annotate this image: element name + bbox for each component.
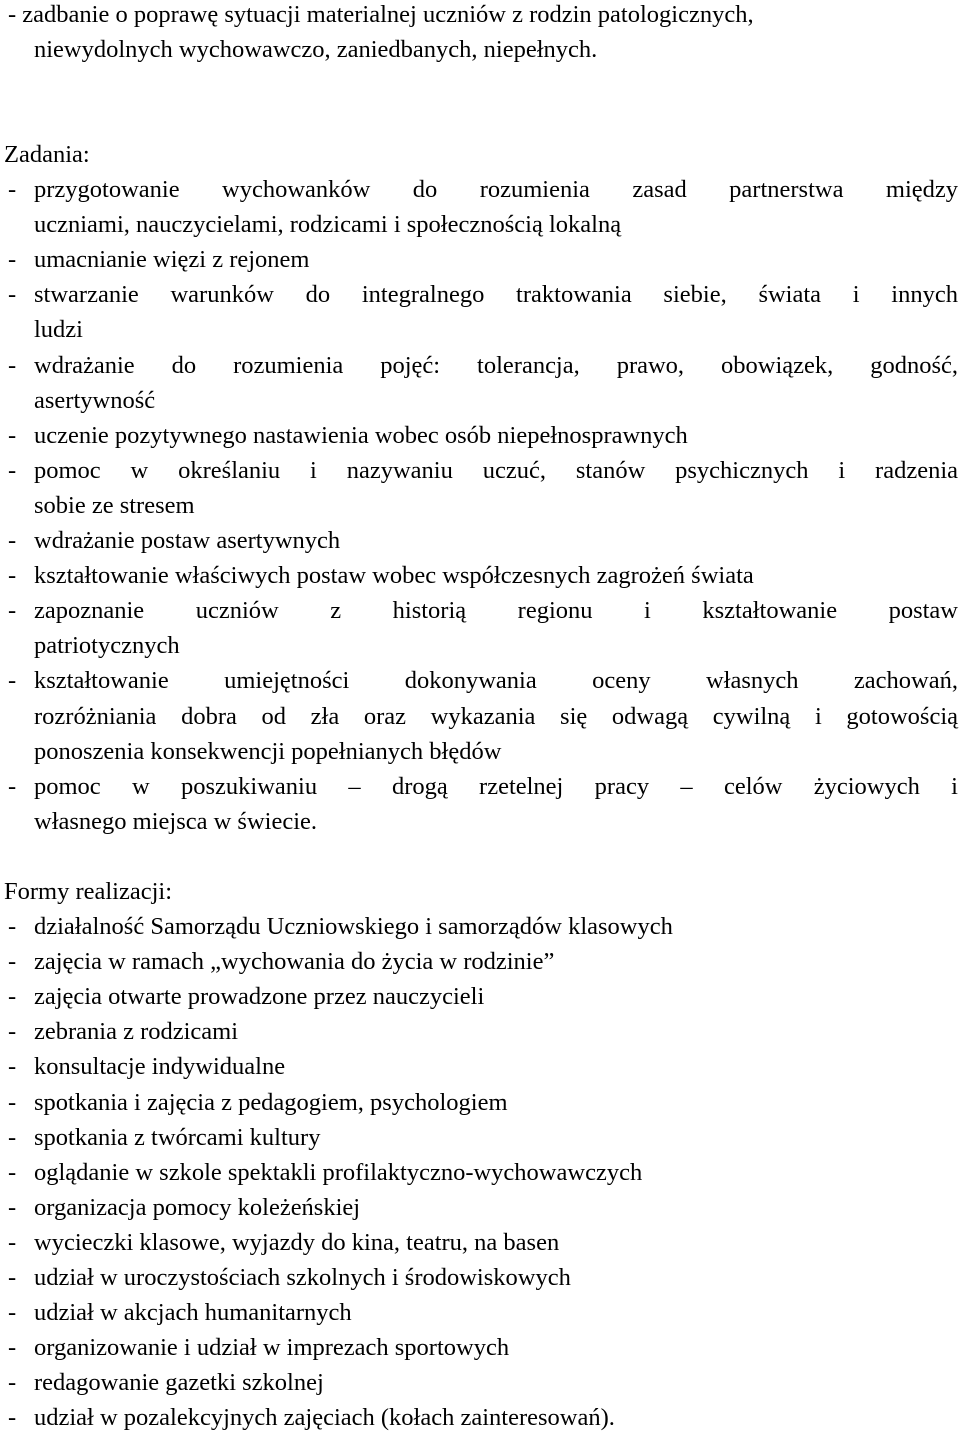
list-dash: - xyxy=(8,351,17,379)
zadania-line xyxy=(0,593,960,628)
list-dash: - xyxy=(8,1193,17,1221)
list-item xyxy=(0,1155,960,1190)
section-heading-zadania: Zadania: xyxy=(4,141,90,168)
zadania-line xyxy=(0,488,960,523)
zadania-line-text: umacnianie więzi z rejonem xyxy=(34,246,310,274)
list-item xyxy=(0,1085,960,1120)
list-item-text: udział w pozalekcyjnych zajęciach (kołach zainteresowań). xyxy=(34,1404,615,1432)
list-dash: - xyxy=(8,421,17,449)
list-item-text: udział w uroczystościach szkolnych i środowiskowych xyxy=(34,1264,571,1291)
zadania-line xyxy=(0,734,960,769)
zadania-line xyxy=(0,523,960,558)
list-item-text: redagowanie gazetki szkolnej xyxy=(34,1369,324,1397)
zadania-line xyxy=(0,277,960,312)
list-item-text: zajęcia w ramach „wychowania do życia w rodzinie” xyxy=(34,948,555,976)
zadania-line-text: rozróżniania dobra od zła oraz wykazania się odwagą cywilną i gotowością xyxy=(34,702,958,730)
zadania-line xyxy=(0,628,960,663)
zadania-line-text: kształtowanie umiejętności dokonywania oceny własnych zachowań, xyxy=(34,667,958,695)
list-item-text: organizacja pomocy koleżeńskiej xyxy=(34,1193,361,1221)
list-item-text: zajęcia otwarte prowadzone przez nauczycieli xyxy=(34,983,485,1011)
zadania-line-text: wdrażanie do rozumienia pojęć: tolerancja, prawo, obowiązek, godność, xyxy=(34,351,958,379)
list-dash: - xyxy=(8,527,17,554)
zadania-line xyxy=(0,699,960,734)
zadania-line xyxy=(0,207,960,242)
list-dash: - xyxy=(8,1018,17,1046)
list-item xyxy=(0,1120,960,1155)
zadania-line-text: sobie ze stresem xyxy=(34,491,195,519)
list-dash: - xyxy=(8,456,17,484)
zadania-line xyxy=(0,312,960,347)
list-item xyxy=(0,1365,960,1400)
zadania-line xyxy=(0,453,960,488)
list-item-text: udział w akcjach humanitarnych xyxy=(34,1299,352,1327)
list-item-text: spotkania z twórcami kultury xyxy=(34,1123,321,1151)
list-dash: - xyxy=(8,1053,17,1081)
section-heading-formy: Formy realizacji: xyxy=(4,878,173,905)
zadania-line-text: wdrażanie postaw asertywnych xyxy=(34,527,341,554)
list-dash: - xyxy=(8,913,17,940)
list-dash: - xyxy=(8,1334,17,1362)
list-dash: - xyxy=(8,281,17,309)
zadania-line xyxy=(0,242,960,277)
zadania-line xyxy=(0,769,960,804)
list-item-text: działalność Samorządu Uczniowskiego i samorządów klasowych xyxy=(34,913,673,940)
list-dash: - xyxy=(8,597,17,625)
list-item-text: wycieczki klasowe, wyjazdy do kina, teatru, na basen xyxy=(34,1228,560,1256)
zadania-line xyxy=(0,418,960,453)
list-item xyxy=(0,979,960,1014)
list-dash: - xyxy=(8,1299,17,1327)
list-dash: - xyxy=(8,562,17,590)
list-item xyxy=(0,909,960,944)
list-item-text: spotkania i zajęcia z pedagogiem, psychologiem xyxy=(34,1088,508,1116)
list-dash: - xyxy=(8,1123,17,1151)
list-item xyxy=(0,1225,960,1260)
intro-line-1: - zadbanie o poprawę sytuacji materialnej uczniów z rodzin patologicznych, xyxy=(8,1,754,28)
list-item-text: organizowanie i udział w imprezach sportowych xyxy=(34,1334,510,1362)
list-dash: - xyxy=(8,1264,17,1291)
zadania-line xyxy=(0,804,960,839)
zadania-line-text: własnego miejsca w świecie. xyxy=(34,807,318,835)
intro-line-2: niewydolnych wychowawczo, zaniedbanych, niepełnych. xyxy=(34,36,598,63)
zadania-line-text: ponoszenia konsekwencji popełnianych błędów xyxy=(34,737,502,765)
zadania-line-text: kształtowanie właściwych postaw wobec współczesnych zagrożeń świata xyxy=(34,562,754,590)
list-item xyxy=(0,1049,960,1084)
list-dash: - xyxy=(8,772,17,800)
zadania-line-text: ludzi xyxy=(34,316,83,344)
list-dash: - xyxy=(8,1088,17,1116)
list-dash: - xyxy=(8,176,17,203)
list-item xyxy=(0,1400,960,1435)
zadania-line xyxy=(0,172,960,207)
zadania-line-text: stwarzanie warunków do integralnego traktowania siebie, świata i innych xyxy=(34,281,958,309)
zadania-line-text: uczenie pozytywnego nastawienia wobec osób niepełnosprawnych xyxy=(34,421,688,449)
zadania-line-text: zapoznanie uczniów z historią regionu i kształtowanie postaw xyxy=(34,597,958,625)
list-item xyxy=(0,944,960,979)
zadania-line xyxy=(0,663,960,698)
list-item-text: zebrania z rodzicami xyxy=(34,1018,239,1046)
list-dash: - xyxy=(8,1369,17,1397)
list-dash: - xyxy=(8,983,17,1011)
list-item-text: oglądanie w szkole spektakli profilaktyczno-wychowawczych xyxy=(34,1158,643,1186)
list-item xyxy=(0,1260,960,1295)
zadania-line-text: asertywność xyxy=(34,386,156,414)
list-item xyxy=(0,1295,960,1330)
list-item xyxy=(0,1330,960,1365)
list-dash: - xyxy=(8,1228,17,1256)
zadania-line-text: przygotowanie wychowanków do rozumienia zasad partnerstwa między xyxy=(34,176,958,203)
list-dash: - xyxy=(8,246,17,274)
zadania-line xyxy=(0,348,960,383)
zadania-line-text: pomoc w poszukiwaniu – drogą rzetelnej pracy – celów życiowych i xyxy=(34,772,958,800)
list-dash: - xyxy=(8,667,17,695)
zadania-line-text: uczniami, nauczycielami, rodzicami i społecznością lokalną xyxy=(34,211,622,239)
list-item xyxy=(0,1014,960,1049)
zadania-line-text: patriotycznych xyxy=(34,632,180,660)
zadania-line xyxy=(0,383,960,418)
list-dash: - xyxy=(8,1158,17,1186)
list-dash: - xyxy=(8,948,17,976)
zadania-line-text: pomoc w określaniu i nazywaniu uczuć, stanów psychicznych i radzenia xyxy=(34,456,958,484)
list-dash: - xyxy=(8,1404,17,1432)
list-item xyxy=(0,1190,960,1225)
zadania-line xyxy=(0,558,960,593)
list-item-text: konsultacje indywidualne xyxy=(34,1053,286,1081)
